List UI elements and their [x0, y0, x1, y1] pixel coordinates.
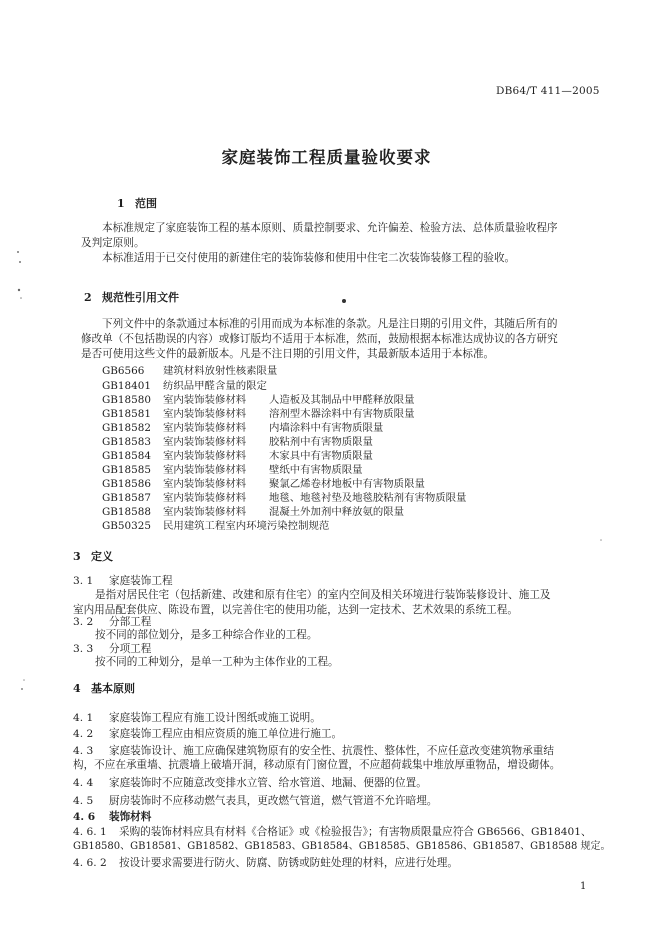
section-heading-definitions: 3 定义 — [73, 550, 113, 563]
reference-item: GB18580 室内装饰装修材料 人造板及其制品中甲醛释放限量 — [102, 394, 415, 406]
document-code: DB64/T 411—2005 — [496, 85, 600, 97]
reference-item: GB18585 室内装饰装修材料 壁纸中有害物质限量 — [102, 464, 363, 476]
reference-item: GB6566 建筑材料放射性核素限量 — [102, 365, 278, 377]
document-title: 家庭装饰工程质量验收要求 — [221, 148, 432, 167]
scope-paragraph-1-line-1: 本标准规定了家庭装饰工程的基本原则、质量控制要求、允许偏差、检验方法、总体质量验收程序 — [102, 222, 558, 234]
principle-4-2: 4. 2 家庭装饰工程应由相应资质的施工单位进行施工。 — [73, 728, 343, 740]
definition-3-2-text: 按不同的部位划分，是多工种综合作业的工程。 — [95, 629, 318, 641]
principle-4-1: 4. 1 家庭装饰工程应有施工设计图纸或施工说明。 — [73, 712, 321, 724]
section-heading-scope: 1 范围 — [117, 197, 157, 210]
normative-intro-line-1: 下列文件中的条款通过本标准的引用而成为本标准的条款。凡是注日期的引用文件，其随后所有的 — [102, 318, 558, 330]
reference-item: GB50325 民用建筑工程室内环境污染控制规范 — [102, 520, 330, 532]
principle-4-4: 4. 4 家庭装饰时不应随意改变排水立管、给水管道、地漏、便器的位置。 — [73, 777, 427, 789]
definition-heading-3-3: 3. 3 分项工程 — [73, 643, 152, 655]
reference-item: GB18584 室内装饰装修材料 木家具中有害物质限量 — [102, 450, 373, 462]
section-heading-normative: 2 规范性引用文件 — [84, 291, 179, 304]
definition-heading-3-1: 3. 1 家庭装饰工程 — [73, 575, 173, 587]
scope-paragraph-2: 本标准适用于已交付使用的新建住宅的装饰装修和使用中住宅二次装饰装修工程的验收。 — [102, 252, 516, 264]
principle-4-3-line-1: 4. 3 家庭装饰设计、施工应确保建筑物原有的安全性、抗震性、整体性，不应任意改变建筑物承重结 — [73, 745, 554, 757]
reference-item: GB18583 室内装饰装修材料 胶粘剂中有害物质限量 — [102, 436, 373, 448]
definition-3-1-line-2: 室内用品配套供应、陈设布置，以完善住宅的使用功能，达到一定技术、艺术效果的系统工程。 — [73, 604, 518, 616]
reference-item: GB18588 室内装饰装修材料 混凝土外加剂中释放氨的限量 — [102, 506, 405, 518]
normative-intro-line-2: 修改单（不包括勘误的内容）或修订版均不适用于本标准，然而，鼓励根据本标准达成协议的各方研究 — [81, 333, 558, 345]
principle-4-3-line-2: 构，不应在承重墙、抗震墙上破墙开洞，移动原有门窗位置，不应超荷载集中堆放厚重物品，增设砌体。 — [73, 759, 561, 771]
definition-3-1-line-1: 是指对居民住宅（包括新建、改建和原有住宅）的室内空间及相关环境进行装饰装修设计、施工及 — [95, 589, 551, 601]
principle-4-6-1-line-2: GB18580、GB18581、GB18582、GB18583、GB18584、GB18585、GB18586、GB18587、GB18588 规定。 — [73, 841, 611, 852]
reference-item: GB18582 室内装饰装修材料 内墙涂料中有害物质限量 — [102, 422, 384, 434]
principle-4-6-heading: 4. 6 装饰材料 — [73, 811, 152, 823]
reference-item: GB18581 室内装饰装修材料 溶剂型木器涂料中有害物质限量 — [102, 408, 415, 420]
definition-3-3-text: 按不同的工种划分，是单一工种为主体作业的工程。 — [95, 656, 339, 668]
normative-intro-line-3: 是否可使用这些文件的最新版本。凡是不注日期的引用文件，其最新版本适用于本标准。 — [81, 348, 495, 360]
page-number: 1 — [580, 881, 587, 892]
reference-item: GB18587 室内装饰装修材料 地毯、地毯衬垫及地毯胶粘剂有害物质限量 — [102, 492, 467, 504]
scope-paragraph-1-line-2: 及判定原则。 — [81, 237, 145, 249]
reference-item: GB18586 室内装饰装修材料 聚氯乙烯卷材地板中有害物质限量 — [102, 478, 425, 490]
reference-item: GB18401 纺织品甲醛含量的限定 — [102, 380, 267, 392]
section-heading-principles: 4 基本原则 — [73, 682, 135, 695]
principle-4-5: 4. 5 厨房装饰时不应移动燃气表具，更改燃气管道，燃气管道不允许暗埋。 — [73, 795, 438, 807]
definition-heading-3-2: 3. 2 分部工程 — [73, 616, 152, 628]
principle-4-6-2: 4. 6. 2 按设计要求需要进行防火、防腐、防锈或防蛀处理的材料，应进行处理。 — [73, 857, 458, 869]
principle-4-6-1-line-1: 4. 6. 1 采购的装饰材料应具有材料《合格证》或《检验报告》；有害物质限量应符合 GB6566、GB18401、 — [73, 826, 592, 838]
